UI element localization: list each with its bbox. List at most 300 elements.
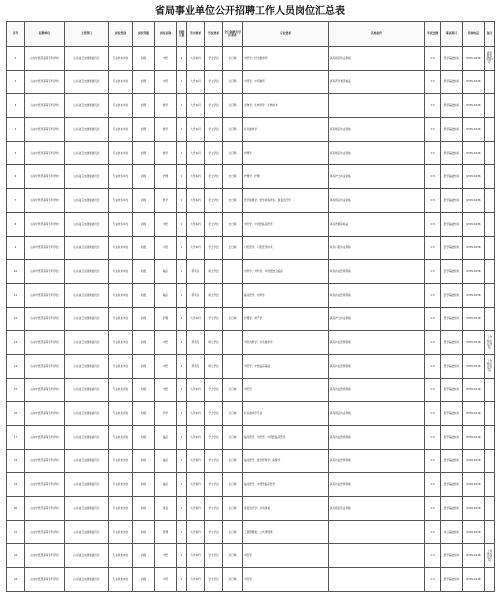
table-cell: 山东省卫生健康委员会	[65, 260, 109, 284]
table-cell: 护理学	[243, 141, 329, 165]
table-cell: 工作地点在外院	[485, 331, 495, 355]
table-cell: 19	[7, 473, 25, 497]
table-cell: 初级	[133, 497, 155, 521]
table-cell: 山东中医药高等专科学校	[25, 307, 65, 331]
table-cell: 山东中医药高等专科学校	[25, 70, 65, 94]
table-cell: 山东省卫生健康委员会	[65, 236, 109, 260]
table-cell: 具有药学类资格证	[329, 70, 425, 94]
table-cell: 生物学；生物科学；生物技术	[243, 94, 329, 118]
table-cell: 山东省卫生健康委员会	[65, 497, 109, 521]
table-row	[7, 165, 495, 189]
table-cell: 针灸推拿学专业	[243, 402, 329, 426]
table-cell	[485, 568, 495, 592]
table-cell: 护理学；助产学	[243, 307, 329, 331]
table-cell: 全日制	[223, 189, 243, 213]
table-cell: 医学基础知识	[441, 47, 463, 71]
table-cell: 内科学；外科学；中西医结合临床	[243, 260, 329, 284]
table-cell	[485, 94, 495, 118]
table-row	[7, 568, 495, 592]
table-cell: 具有相应执业资格	[329, 497, 425, 521]
table-cell: 具有执业医师资格	[329, 473, 425, 497]
table-cell: 医学基础知识	[441, 331, 463, 355]
table-cell: 1	[177, 473, 187, 497]
table-cell: 中医	[155, 354, 177, 378]
table-cell: 山东省卫生健康委员会	[65, 331, 109, 355]
table-cell: 大学本科	[187, 497, 205, 521]
table-cell: 1	[177, 354, 187, 378]
table-cell: 5	[7, 141, 25, 165]
table-cell: 1:3	[425, 94, 441, 118]
table-cell: 山东省卫生健康委员会	[65, 307, 109, 331]
table-cell: 山东省卫生健康委员会	[65, 118, 109, 142]
table-cell: 硕士学位	[205, 331, 223, 355]
table-cell: 10	[7, 260, 25, 284]
table-cell: 0535-6136	[463, 189, 485, 213]
table-cell: 11	[7, 283, 25, 307]
table-cell: 大学本科	[187, 568, 205, 592]
table-cell: 1:3	[425, 212, 441, 236]
table-cell: 初级	[133, 402, 155, 426]
table-cell: 临床	[155, 473, 177, 497]
table-cell: 1	[177, 544, 187, 568]
table-cell: 医学基础知识	[441, 94, 463, 118]
table-cell: 学士学位	[205, 497, 223, 521]
table-cell: 0535-6136	[463, 307, 485, 331]
table-cell: 专业技术岗位	[109, 260, 133, 284]
table-cell: 大学本科	[187, 236, 205, 260]
table-cell: 8	[7, 212, 25, 236]
table-cell: 医学基础知识	[441, 426, 463, 450]
table-cell: 1:3	[425, 307, 441, 331]
table-cell: 研究生	[187, 283, 205, 307]
table-cell: 1	[177, 165, 187, 189]
table-cell: 医学基础知识	[441, 189, 463, 213]
table-cell: 大学本科	[187, 520, 205, 544]
table-cell: 具有医师资格证	[329, 212, 425, 236]
positions-table	[6, 21, 495, 592]
table-cell: 山东中医药高等专科学校	[25, 378, 65, 402]
table-cell: 23	[7, 568, 25, 592]
table-cell: 大学本科	[187, 426, 205, 450]
table-cell: 1:3	[425, 70, 441, 94]
table-cell: 山东中医药高等专科学校	[25, 165, 65, 189]
table-cell: 全日制	[223, 449, 243, 473]
table-cell: 医学基础知识	[441, 473, 463, 497]
table-cell: 0535-6136	[463, 544, 485, 568]
table-cell: 中医	[155, 212, 177, 236]
table-cell: 大学本科	[187, 118, 205, 142]
table-cell: 0535-6136	[463, 520, 485, 544]
table-cell: 初级	[133, 378, 155, 402]
table-cell: 学士学位	[205, 402, 223, 426]
table-cell: 初级	[133, 189, 155, 213]
table-cell	[485, 189, 495, 213]
table-cell: 3	[7, 94, 25, 118]
table-cell: 山东省卫生健康委员会	[65, 449, 109, 473]
table-cell: 1:3	[425, 47, 441, 71]
table-cell: 具有相应执业资格	[329, 47, 425, 71]
table-cell: 工作地点在外院	[485, 544, 495, 568]
table-row	[7, 426, 495, 450]
table-cell: 初级	[133, 70, 155, 94]
table-cell: 具有执业医师资格	[329, 331, 425, 355]
table-row	[7, 497, 495, 521]
table-cell: 研究生	[187, 331, 205, 355]
table-cell	[485, 236, 495, 260]
table-cell	[485, 497, 495, 521]
table-cell: 0535-6136	[463, 449, 485, 473]
table-cell: 0535-6136	[463, 260, 485, 284]
table-body	[7, 47, 495, 592]
table-cell: 学士学位	[205, 236, 223, 260]
table-cell: 1:3	[425, 118, 441, 142]
table-cell: 全日制	[223, 165, 243, 189]
table-cell: 硕士学位	[205, 283, 223, 307]
table-cell: 0535-6136	[463, 236, 485, 260]
table-cell: 山东中医药高等专科学校	[25, 497, 65, 521]
table-cell: 山东省卫生健康委员会	[65, 520, 109, 544]
table-cell: 1:3	[425, 260, 441, 284]
table-cell: 中药学；中药制药	[243, 70, 329, 94]
table-cell: 初级	[133, 473, 155, 497]
table-cell: 1:3	[425, 544, 441, 568]
table-cell: 山东中医药高等专科学校	[25, 449, 65, 473]
table-cell: 医学基础知识	[441, 544, 463, 568]
table-cell	[485, 402, 495, 426]
table-cell: 专业技术岗位	[109, 331, 133, 355]
table-cell: 山东省卫生健康委员会	[65, 568, 109, 592]
table-cell: 初级	[133, 212, 155, 236]
table-cell: 专业技术岗位	[109, 118, 133, 142]
table-cell: 中药	[155, 70, 177, 94]
table-cell: 学士学位	[205, 47, 223, 71]
table-cell: 0535-6136	[463, 212, 485, 236]
table-cell: 全日制	[223, 426, 243, 450]
table-row	[7, 118, 495, 142]
table-cell: 山东省卫生健康委员会	[65, 378, 109, 402]
table-cell: 全日制	[223, 497, 243, 521]
table-cell: 山东省卫生健康委员会	[65, 473, 109, 497]
column-header: 其他条件	[329, 22, 425, 47]
table-cell: 学士学位	[205, 141, 223, 165]
table-cell: 医学影像学；医学检验技术；康复治疗学	[243, 189, 329, 213]
table-cell: 初级	[133, 426, 155, 450]
table-cell: 专业技术岗位	[109, 47, 133, 71]
column-header: 学历要求	[187, 22, 205, 47]
column-header: 岗位等级	[133, 22, 155, 47]
table-cell: 临床	[155, 426, 177, 450]
table-cell	[485, 283, 495, 307]
table-cell: 1:3	[425, 449, 441, 473]
table-cell: 0535-6136	[463, 473, 485, 497]
table-cell: 山东中医药高等专科学校	[25, 331, 65, 355]
table-cell: 14	[7, 354, 25, 378]
table-row	[7, 283, 495, 307]
table-cell	[485, 378, 495, 402]
table-cell: 全日制	[223, 307, 243, 331]
table-cell: 初级	[133, 165, 155, 189]
table-cell: 医学基础知识	[441, 568, 463, 592]
table-cell: 工作地点在外院	[485, 354, 495, 378]
table-cell: 大学本科	[187, 307, 205, 331]
table-cell: 山东中医药高等专科学校	[25, 568, 65, 592]
table-cell: 1	[177, 212, 187, 236]
table-cell: 学士学位	[205, 568, 223, 592]
table-cell: 硕士学位	[205, 260, 223, 284]
table-cell: 山东中医药高等专科学校	[25, 47, 65, 71]
table-cell: 康复	[155, 497, 177, 521]
table-cell: 初级	[133, 47, 155, 71]
table-cell: 教学	[155, 118, 177, 142]
column-header: 考试比例	[425, 22, 441, 47]
table-cell: 大学本科	[187, 544, 205, 568]
table-cell: 1:3	[425, 497, 441, 521]
table-row	[7, 47, 495, 71]
table-cell: 初级	[133, 94, 155, 118]
table-cell: 初级	[133, 283, 155, 307]
table-cell: 学士学位	[205, 449, 223, 473]
table-cell: 中药学	[243, 568, 329, 592]
table-cell: 中药	[155, 568, 177, 592]
table-cell: 专业技术岗位	[109, 212, 133, 236]
table-cell: 1	[177, 497, 187, 521]
table-cell: 全日制	[223, 94, 243, 118]
table-cell: 0535-6136	[463, 568, 485, 592]
table-cell: 0535-6136	[463, 497, 485, 521]
table-cell: 综合基础知识	[441, 520, 463, 544]
table-cell: 1	[177, 47, 187, 71]
table-cell: 学士学位	[205, 189, 223, 213]
table-cell: 山东中医药高等专科学校	[25, 283, 65, 307]
table-cell: 1:3	[425, 473, 441, 497]
table-cell: 专业技术岗位	[109, 402, 133, 426]
table-cell: 山东省卫生健康委员会	[65, 189, 109, 213]
column-header: 备注	[485, 22, 495, 47]
table-cell: 医学基础知识	[441, 449, 463, 473]
table-cell: 初级	[133, 568, 155, 592]
table-cell: 山东中医药高等专科学校	[25, 426, 65, 450]
table-cell: 专业技术岗位	[109, 544, 133, 568]
table-cell: 2	[7, 70, 25, 94]
table-cell: 山东省卫生健康委员会	[65, 402, 109, 426]
table-cell: 全日制	[223, 118, 243, 142]
table-cell: 大学本科	[187, 94, 205, 118]
table-cell: 临床	[155, 260, 177, 284]
table-cell: 22	[7, 544, 25, 568]
table-cell: 大学本科	[187, 473, 205, 497]
table-row	[7, 544, 495, 568]
table-cell: 1:3	[425, 354, 441, 378]
table-cell: 学士学位	[205, 307, 223, 331]
table-cell: 1:3	[425, 189, 441, 213]
table-row	[7, 473, 495, 497]
table-cell: 1	[177, 426, 187, 450]
column-header: 全日制教育学历要求	[223, 22, 243, 47]
table-cell: 大学本科	[187, 189, 205, 213]
table-cell	[485, 426, 495, 450]
table-cell: 1:3	[425, 141, 441, 165]
column-header: 咨询电话	[463, 22, 485, 47]
table-cell: 9	[7, 236, 25, 260]
table-row	[7, 402, 495, 426]
table-cell: 初级	[133, 520, 155, 544]
table-cell: 中医学；中医临床基础	[243, 354, 329, 378]
table-cell: 全日制	[223, 473, 243, 497]
table-row	[7, 212, 495, 236]
table-cell	[485, 449, 495, 473]
table-cell: 0535-6136	[463, 118, 485, 142]
table-cell: 初级	[133, 449, 155, 473]
table-cell: 大学本科	[187, 449, 205, 473]
table-cell	[329, 568, 425, 592]
table-row	[7, 189, 495, 213]
table-cell: 0535-6136	[463, 47, 485, 71]
table-row	[7, 378, 495, 402]
document-title: 省局事业单位公开招聘工作人员岗位汇总表	[155, 6, 345, 17]
table-cell: 医学基础知识	[441, 260, 463, 284]
table-cell: 专业技术岗位	[109, 378, 133, 402]
column-header: 岗位名称	[155, 22, 177, 47]
table-cell: 专业技术岗位	[109, 449, 133, 473]
table-cell: 针灸推拿学	[243, 118, 329, 142]
table-cell: 护理学；护理	[243, 165, 329, 189]
table-cell: 临床医学；内科学	[243, 283, 329, 307]
table-cell: 全日制	[223, 236, 243, 260]
table-cell: 1	[177, 378, 187, 402]
table-cell: 1	[177, 283, 187, 307]
table-cell: 大学本科	[187, 212, 205, 236]
table-cell	[485, 70, 495, 94]
table-cell: 医学	[155, 189, 177, 213]
table-cell: 0535-6136	[463, 354, 485, 378]
table-row	[7, 449, 495, 473]
table-cell: 学士学位	[205, 473, 223, 497]
table-cell: 中医	[155, 47, 177, 71]
table-cell	[223, 331, 243, 355]
table-cell: 1	[177, 402, 187, 426]
table-cell: 大学本科	[187, 47, 205, 71]
table-row	[7, 94, 495, 118]
table-cell: 1:3	[425, 426, 441, 450]
table-cell: 13	[7, 331, 25, 355]
table-cell	[223, 283, 243, 307]
table-cell: 具有执业医师资格	[329, 283, 425, 307]
table-cell: 中医学	[243, 378, 329, 402]
table-cell: 1	[7, 47, 25, 71]
table-cell: 医学基础知识	[441, 378, 463, 402]
column-header: 招聘单位	[25, 22, 65, 47]
table-cell: 中医学；中西医临床医学	[243, 212, 329, 236]
table-cell: 初级	[133, 260, 155, 284]
table-cell: 1:3	[425, 568, 441, 592]
table-cell: 具有执业医师资格	[329, 449, 425, 473]
table-cell: 1	[177, 331, 187, 355]
table-cell: 山东中医药高等专科学校	[25, 212, 65, 236]
table-cell: 具有执业医师资格	[329, 426, 425, 450]
table-cell	[329, 520, 425, 544]
table-cell: 全日制	[223, 212, 243, 236]
table-cell: 专业技术岗位	[109, 70, 133, 94]
table-cell	[485, 520, 495, 544]
column-header: 笔试科目	[441, 22, 463, 47]
table-cell: 临床医学；医学影像学；麻醉学	[243, 449, 329, 473]
table-cell: 医学基础知识	[441, 307, 463, 331]
table-cell: 山东中医药高等专科学校	[25, 260, 65, 284]
table-cell: 专业技术岗位	[109, 568, 133, 592]
table-cell: 0535-6136	[463, 283, 485, 307]
table-cell: 大学本科	[187, 70, 205, 94]
table-cell: 医学基础知识	[441, 212, 463, 236]
table-cell: 研究生	[187, 260, 205, 284]
table-cell	[485, 212, 495, 236]
table-cell: 专业技术岗位	[109, 236, 133, 260]
table-cell: 15	[7, 378, 25, 402]
table-cell: 全日制	[223, 47, 243, 71]
table-cell: 20	[7, 497, 25, 521]
column-header: 学位要求	[205, 22, 223, 47]
table-cell: 中医	[155, 544, 177, 568]
table-cell: 专业技术岗位	[109, 165, 133, 189]
table-cell: 山东省卫生健康委员会	[65, 426, 109, 450]
table-cell: 12	[7, 307, 25, 331]
table-cell	[485, 165, 495, 189]
table-cell: 临床	[155, 449, 177, 473]
table-cell: 医学基础知识	[441, 70, 463, 94]
table-row	[7, 520, 495, 544]
table-row	[7, 331, 495, 355]
column-header: 主管部门	[65, 22, 109, 47]
table-cell: 全日制	[223, 568, 243, 592]
column-header: 序号	[7, 22, 25, 47]
table-cell: 1	[177, 307, 187, 331]
table-cell: 学士学位	[205, 378, 223, 402]
table-cell: 0535-6136	[463, 141, 485, 165]
table-cell: 具有护士执业资格	[329, 165, 425, 189]
table-cell: 0535-6136	[463, 94, 485, 118]
table-cell: 全日制	[223, 544, 243, 568]
table-cell: 具有执业医师资格	[329, 354, 425, 378]
table-cell: 大学本科	[187, 402, 205, 426]
table-cell: 全日制	[223, 141, 243, 165]
table-cell: 山东省卫生健康委员会	[65, 70, 109, 94]
table-cell: 1	[177, 568, 187, 592]
table-cell: 具有相应执业资格	[329, 402, 425, 426]
table-row	[7, 236, 495, 260]
table-cell: 山东省卫生健康委员会	[65, 94, 109, 118]
table-cell: 山东中医药高等专科学校	[25, 118, 65, 142]
table-cell: 0535-6136	[463, 331, 485, 355]
table-cell	[485, 118, 495, 142]
column-header: 招聘人数	[177, 22, 187, 47]
table-cell: 专业技术岗位	[109, 283, 133, 307]
table-cell: 医学基础知识	[441, 118, 463, 142]
column-header: 岗位类别	[109, 22, 133, 47]
table-cell: 专业技术岗位	[109, 520, 133, 544]
table-cell: 学士学位	[205, 544, 223, 568]
table-cell: 中医	[155, 378, 177, 402]
table-cell: 全日制	[223, 520, 243, 544]
table-cell: 教学	[155, 94, 177, 118]
table-cell: 临床医学；中西医临床医学	[243, 473, 329, 497]
table-cell: 1:3	[425, 331, 441, 355]
table-cell: 口腔	[155, 236, 177, 260]
table-cell: 具有执业医师资格	[329, 260, 425, 284]
table-cell	[485, 260, 495, 284]
table-cell: 山东省卫生健康委员会	[65, 141, 109, 165]
table-cell: 大学本科	[187, 165, 205, 189]
table-cell: 18	[7, 449, 25, 473]
table-cell: 研究生	[187, 354, 205, 378]
